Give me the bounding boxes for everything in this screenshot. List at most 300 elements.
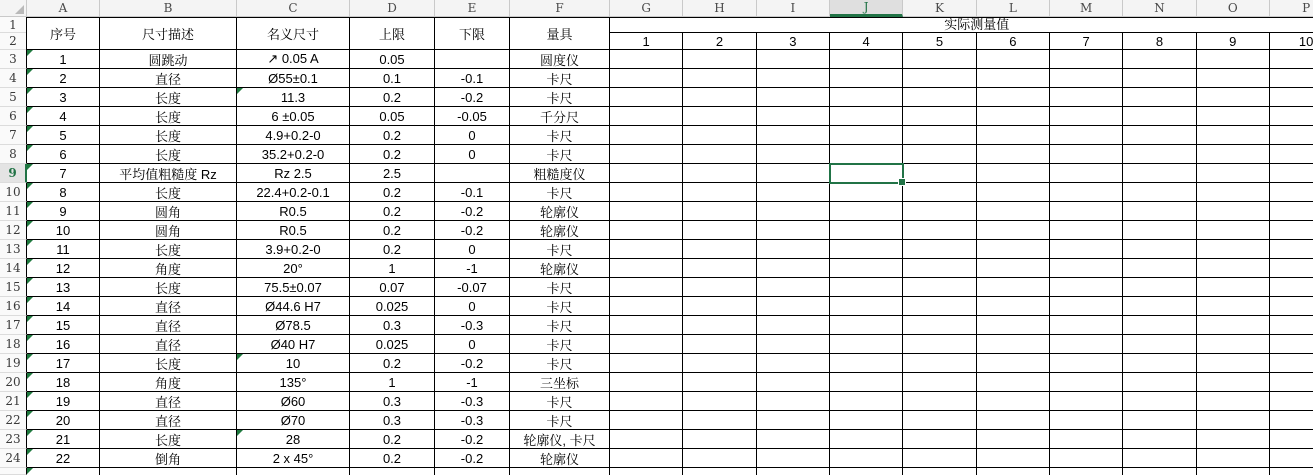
cell-M7-measure[interactable] bbox=[1050, 126, 1123, 145]
cell-M19-measure[interactable] bbox=[1050, 354, 1123, 373]
cell-O21-measure[interactable] bbox=[1197, 392, 1270, 411]
row-header-4[interactable]: 4 bbox=[0, 69, 27, 88]
cell-F24[interactable]: 轮廓仪 bbox=[510, 449, 610, 468]
cell-A17[interactable]: 15 bbox=[27, 316, 100, 335]
cell-D9[interactable]: 2.5 bbox=[350, 164, 435, 183]
cell-F22[interactable]: 卡尺 bbox=[510, 411, 610, 430]
cell-K23-measure[interactable] bbox=[903, 430, 976, 449]
cell-J12-measure[interactable] bbox=[830, 221, 903, 240]
cell-H23-measure[interactable] bbox=[683, 430, 756, 449]
header-lower[interactable]: 下限 bbox=[435, 17, 510, 50]
cell-J14-measure[interactable] bbox=[830, 259, 903, 278]
cell-L24-measure[interactable] bbox=[977, 449, 1050, 468]
cell-L14-measure[interactable] bbox=[977, 259, 1050, 278]
cell-O11-measure[interactable] bbox=[1197, 202, 1270, 221]
cell-J21-measure[interactable] bbox=[830, 392, 903, 411]
cell-A12[interactable]: 10 bbox=[27, 221, 100, 240]
cell-F4[interactable]: 卡尺 bbox=[510, 69, 610, 88]
cell-D11[interactable]: 0.2 bbox=[350, 202, 435, 221]
cell-A22[interactable]: 20 bbox=[27, 411, 100, 430]
cell-O23-measure[interactable] bbox=[1197, 430, 1270, 449]
cell-E16[interactable]: 0 bbox=[435, 297, 510, 316]
cell-B17[interactable]: 直径 bbox=[100, 316, 237, 335]
cell-E15[interactable]: -0.07 bbox=[435, 278, 510, 297]
row-header-partial[interactable] bbox=[0, 468, 27, 475]
cell-M6-measure[interactable] bbox=[1050, 107, 1123, 126]
cell-K22-measure[interactable] bbox=[903, 411, 976, 430]
cell-J10-measure[interactable] bbox=[830, 183, 903, 202]
cell-F17[interactable]: 卡尺 bbox=[510, 316, 610, 335]
row-header-15[interactable]: 15 bbox=[0, 278, 27, 297]
cell-G13-measure[interactable] bbox=[610, 240, 683, 259]
column-header-B[interactable]: B bbox=[100, 0, 237, 17]
cell-A19[interactable]: 17 bbox=[27, 354, 100, 373]
cell-F19[interactable]: 卡尺 bbox=[510, 354, 610, 373]
cell-B18[interactable]: 直径 bbox=[100, 335, 237, 354]
cell-K14-measure[interactable] bbox=[903, 259, 976, 278]
cell-I8-measure[interactable] bbox=[757, 145, 830, 164]
cell-D12[interactable]: 0.2 bbox=[350, 221, 435, 240]
cell-O15-measure[interactable] bbox=[1197, 278, 1270, 297]
cell-C21[interactable]: Ø60 bbox=[237, 392, 350, 411]
row-header-14[interactable]: 14 bbox=[0, 259, 27, 278]
cell-C15[interactable]: 75.5±0.07 bbox=[237, 278, 350, 297]
measured-col-header-10[interactable]: 10 bbox=[1270, 33, 1313, 50]
cell-K8-measure[interactable] bbox=[903, 145, 976, 164]
cell-L5-measure[interactable] bbox=[977, 88, 1050, 107]
cell-N14-measure[interactable] bbox=[1123, 259, 1196, 278]
cell-F21[interactable]: 卡尺 bbox=[510, 392, 610, 411]
cell-P16-measure[interactable] bbox=[1270, 297, 1313, 316]
cell-O16-measure[interactable] bbox=[1197, 297, 1270, 316]
cell-I3-measure[interactable] bbox=[757, 50, 830, 69]
cell-K10-measure[interactable] bbox=[903, 183, 976, 202]
column-header-M[interactable]: M bbox=[1050, 0, 1123, 17]
cell-G8-measure[interactable] bbox=[610, 145, 683, 164]
cell-L25-measure[interactable] bbox=[977, 468, 1050, 475]
cell-O22-measure[interactable] bbox=[1197, 411, 1270, 430]
measured-col-header-4[interactable]: 4 bbox=[830, 33, 903, 50]
cell-J7-measure[interactable] bbox=[830, 126, 903, 145]
cell-N4-measure[interactable] bbox=[1123, 69, 1196, 88]
measured-col-header-1[interactable]: 1 bbox=[610, 33, 683, 50]
column-header-N[interactable]: N bbox=[1123, 0, 1196, 17]
cell-F20[interactable]: 三坐标 bbox=[510, 373, 610, 392]
cell-J4-measure[interactable] bbox=[830, 69, 903, 88]
row-header-17[interactable]: 17 bbox=[0, 316, 27, 335]
cell-G12-measure[interactable] bbox=[610, 221, 683, 240]
cell-C10[interactable]: 22.4+0.2-0.1 bbox=[237, 183, 350, 202]
cell-H25-measure[interactable] bbox=[683, 468, 756, 475]
cell-G10-measure[interactable] bbox=[610, 183, 683, 202]
column-header-L[interactable]: L bbox=[977, 0, 1050, 17]
cell-E5[interactable]: -0.2 bbox=[435, 88, 510, 107]
cell-J20-measure[interactable] bbox=[830, 373, 903, 392]
cell-O13-measure[interactable] bbox=[1197, 240, 1270, 259]
cell-G22-measure[interactable] bbox=[610, 411, 683, 430]
cell-D21[interactable]: 0.3 bbox=[350, 392, 435, 411]
cell-D18[interactable]: 0.025 bbox=[350, 335, 435, 354]
cell-H6-measure[interactable] bbox=[683, 107, 756, 126]
column-header-C[interactable]: C bbox=[237, 0, 350, 17]
cell-J16-measure[interactable] bbox=[830, 297, 903, 316]
header-gauge[interactable]: 量具 bbox=[510, 17, 610, 50]
cell-K21-measure[interactable] bbox=[903, 392, 976, 411]
cell-L22-measure[interactable] bbox=[977, 411, 1050, 430]
cell-J22-measure[interactable] bbox=[830, 411, 903, 430]
cell-B23[interactable]: 长度 bbox=[100, 430, 237, 449]
cell-I5-measure[interactable] bbox=[757, 88, 830, 107]
cell-D22[interactable]: 0.3 bbox=[350, 411, 435, 430]
cell-H10-measure[interactable] bbox=[683, 183, 756, 202]
row-header-23[interactable]: 23 bbox=[0, 430, 27, 449]
cell-E18[interactable]: 0 bbox=[435, 335, 510, 354]
cell-H8-measure[interactable] bbox=[683, 145, 756, 164]
cell-I6-measure[interactable] bbox=[757, 107, 830, 126]
cell-L15-measure[interactable] bbox=[977, 278, 1050, 297]
column-header-F[interactable]: F bbox=[510, 0, 610, 17]
cell-C13[interactable]: 3.9+0.2-0 bbox=[237, 240, 350, 259]
cell-K7-measure[interactable] bbox=[903, 126, 976, 145]
cell-G6-measure[interactable] bbox=[610, 107, 683, 126]
cell-A6[interactable]: 4 bbox=[27, 107, 100, 126]
row-header-13[interactable]: 13 bbox=[0, 240, 27, 259]
column-header-D[interactable]: D bbox=[350, 0, 435, 17]
cell-E7[interactable]: 0 bbox=[435, 126, 510, 145]
cell-P6-measure[interactable] bbox=[1270, 107, 1313, 126]
cell-N16-measure[interactable] bbox=[1123, 297, 1196, 316]
cell-D19[interactable]: 0.2 bbox=[350, 354, 435, 373]
cell-B13[interactable]: 长度 bbox=[100, 240, 237, 259]
cell-G5-measure[interactable] bbox=[610, 88, 683, 107]
cell-P7-measure[interactable] bbox=[1270, 126, 1313, 145]
column-header-E[interactable]: E bbox=[435, 0, 510, 17]
cell-B3[interactable]: 圆跳动 bbox=[100, 50, 237, 69]
cell-H7-measure[interactable] bbox=[683, 126, 756, 145]
cell-L9-measure[interactable] bbox=[977, 164, 1050, 183]
cell-K17-measure[interactable] bbox=[903, 316, 976, 335]
cell-K25-measure[interactable] bbox=[903, 468, 976, 475]
cell-D14[interactable]: 1 bbox=[350, 259, 435, 278]
cell-H3-measure[interactable] bbox=[683, 50, 756, 69]
cell-G3-measure[interactable] bbox=[610, 50, 683, 69]
cell-F16[interactable]: 卡尺 bbox=[510, 297, 610, 316]
cell-O3-measure[interactable] bbox=[1197, 50, 1270, 69]
cell-H15-measure[interactable] bbox=[683, 278, 756, 297]
cell-K4-measure[interactable] bbox=[903, 69, 976, 88]
row-header-16[interactable]: 16 bbox=[0, 297, 27, 316]
cell-D15[interactable]: 0.07 bbox=[350, 278, 435, 297]
cell-O14-measure[interactable] bbox=[1197, 259, 1270, 278]
cell-I18-measure[interactable] bbox=[757, 335, 830, 354]
cell-I20-measure[interactable] bbox=[757, 373, 830, 392]
cell-K15-measure[interactable] bbox=[903, 278, 976, 297]
measured-col-header-3[interactable]: 3 bbox=[757, 33, 830, 50]
cell-P4-measure[interactable] bbox=[1270, 69, 1313, 88]
cell-B11[interactable]: 圆角 bbox=[100, 202, 237, 221]
cell-P11-measure[interactable] bbox=[1270, 202, 1313, 221]
cell-G15-measure[interactable] bbox=[610, 278, 683, 297]
cell-B4[interactable]: 直径 bbox=[100, 69, 237, 88]
cell-B7[interactable]: 长度 bbox=[100, 126, 237, 145]
cell-M15-measure[interactable] bbox=[1050, 278, 1123, 297]
cell-L21-measure[interactable] bbox=[977, 392, 1050, 411]
cell-J6-measure[interactable] bbox=[830, 107, 903, 126]
cell-A23[interactable]: 21 bbox=[27, 430, 100, 449]
cell-D5[interactable]: 0.2 bbox=[350, 88, 435, 107]
cell-D24[interactable]: 0.2 bbox=[350, 449, 435, 468]
cell-M18-measure[interactable] bbox=[1050, 335, 1123, 354]
cell-A21[interactable]: 19 bbox=[27, 392, 100, 411]
cell-L19-measure[interactable] bbox=[977, 354, 1050, 373]
cell-B8[interactable]: 长度 bbox=[100, 145, 237, 164]
cell-P25-measure[interactable] bbox=[1270, 468, 1313, 475]
cell-I24-measure[interactable] bbox=[757, 449, 830, 468]
cell-D3[interactable]: 0.05 bbox=[350, 50, 435, 69]
cell-N5-measure[interactable] bbox=[1123, 88, 1196, 107]
cell-B22[interactable]: 直径 bbox=[100, 411, 237, 430]
cell-B21[interactable]: 直径 bbox=[100, 392, 237, 411]
cell-I14-measure[interactable] bbox=[757, 259, 830, 278]
cell-M5-measure[interactable] bbox=[1050, 88, 1123, 107]
cell-N17-measure[interactable] bbox=[1123, 316, 1196, 335]
cell-B6[interactable]: 长度 bbox=[100, 107, 237, 126]
cell-B25[interactable] bbox=[100, 468, 237, 475]
cell-M3-measure[interactable] bbox=[1050, 50, 1123, 69]
cell-M20-measure[interactable] bbox=[1050, 373, 1123, 392]
cell-N18-measure[interactable] bbox=[1123, 335, 1196, 354]
cell-D10[interactable]: 0.2 bbox=[350, 183, 435, 202]
cell-O19-measure[interactable] bbox=[1197, 354, 1270, 373]
cell-C8[interactable]: 35.2+0.2-0 bbox=[237, 145, 350, 164]
cell-E4[interactable]: -0.1 bbox=[435, 69, 510, 88]
cell-L20-measure[interactable] bbox=[977, 373, 1050, 392]
cell-E6[interactable]: -0.05 bbox=[435, 107, 510, 126]
header-seq[interactable]: 序号 bbox=[27, 17, 100, 50]
column-header-P[interactable]: P bbox=[1270, 0, 1313, 17]
cell-E11[interactable]: -0.2 bbox=[435, 202, 510, 221]
cell-A13[interactable]: 11 bbox=[27, 240, 100, 259]
cell-O4-measure[interactable] bbox=[1197, 69, 1270, 88]
cell-C16[interactable]: Ø44.6 H7 bbox=[237, 297, 350, 316]
cell-F12[interactable]: 轮廓仪 bbox=[510, 221, 610, 240]
cell-P5-measure[interactable] bbox=[1270, 88, 1313, 107]
cell-B20[interactable]: 角度 bbox=[100, 373, 237, 392]
cell-J23-measure[interactable] bbox=[830, 430, 903, 449]
cell-N20-measure[interactable] bbox=[1123, 373, 1196, 392]
cell-G21-measure[interactable] bbox=[610, 392, 683, 411]
cell-P23-measure[interactable] bbox=[1270, 430, 1313, 449]
cell-M11-measure[interactable] bbox=[1050, 202, 1123, 221]
row-header-9[interactable]: 9 bbox=[0, 164, 27, 183]
cell-C20[interactable]: 135° bbox=[237, 373, 350, 392]
cell-K5-measure[interactable] bbox=[903, 88, 976, 107]
cell-E8[interactable]: 0 bbox=[435, 145, 510, 164]
cell-J13-measure[interactable] bbox=[830, 240, 903, 259]
cell-F10[interactable]: 卡尺 bbox=[510, 183, 610, 202]
cell-J25-measure[interactable] bbox=[830, 468, 903, 475]
cell-G24-measure[interactable] bbox=[610, 449, 683, 468]
cell-P18-measure[interactable] bbox=[1270, 335, 1313, 354]
column-header-J[interactable]: J bbox=[830, 0, 903, 17]
cell-O24-measure[interactable] bbox=[1197, 449, 1270, 468]
cell-L12-measure[interactable] bbox=[977, 221, 1050, 240]
cell-E9[interactable] bbox=[435, 164, 510, 183]
cell-M25-measure[interactable] bbox=[1050, 468, 1123, 475]
cell-C25[interactable] bbox=[237, 468, 350, 475]
cell-F8[interactable]: 卡尺 bbox=[510, 145, 610, 164]
cell-P21-measure[interactable] bbox=[1270, 392, 1313, 411]
cell-E25[interactable] bbox=[435, 468, 510, 475]
cell-I11-measure[interactable] bbox=[757, 202, 830, 221]
cell-K6-measure[interactable] bbox=[903, 107, 976, 126]
row-header-7[interactable]: 7 bbox=[0, 126, 27, 145]
cell-H4-measure[interactable] bbox=[683, 69, 756, 88]
cell-I22-measure[interactable] bbox=[757, 411, 830, 430]
cell-O7-measure[interactable] bbox=[1197, 126, 1270, 145]
cell-C3[interactable]: ↗ 0.05 A bbox=[237, 50, 350, 69]
cell-N13-measure[interactable] bbox=[1123, 240, 1196, 259]
row-header-5[interactable]: 5 bbox=[0, 88, 27, 107]
cell-O18-measure[interactable] bbox=[1197, 335, 1270, 354]
cell-O25-measure[interactable] bbox=[1197, 468, 1270, 475]
cell-M24-measure[interactable] bbox=[1050, 449, 1123, 468]
cell-F13[interactable]: 卡尺 bbox=[510, 240, 610, 259]
cell-C5[interactable]: 11.3 bbox=[237, 88, 350, 107]
cell-N8-measure[interactable] bbox=[1123, 145, 1196, 164]
cell-O20-measure[interactable] bbox=[1197, 373, 1270, 392]
cell-N24-measure[interactable] bbox=[1123, 449, 1196, 468]
cell-A10[interactable]: 8 bbox=[27, 183, 100, 202]
cell-A20[interactable]: 18 bbox=[27, 373, 100, 392]
cell-L16-measure[interactable] bbox=[977, 297, 1050, 316]
cell-M23-measure[interactable] bbox=[1050, 430, 1123, 449]
cell-J3-measure[interactable] bbox=[830, 50, 903, 69]
cell-P13-measure[interactable] bbox=[1270, 240, 1313, 259]
cell-P9-measure[interactable] bbox=[1270, 164, 1313, 183]
cell-E23[interactable]: -0.2 bbox=[435, 430, 510, 449]
measured-col-header-2[interactable]: 2 bbox=[683, 33, 756, 50]
cell-N9-measure[interactable] bbox=[1123, 164, 1196, 183]
cell-N10-measure[interactable] bbox=[1123, 183, 1196, 202]
cell-D13[interactable]: 0.2 bbox=[350, 240, 435, 259]
cell-C11[interactable]: R0.5 bbox=[237, 202, 350, 221]
cell-P14-measure[interactable] bbox=[1270, 259, 1313, 278]
cell-C14[interactable]: 20° bbox=[237, 259, 350, 278]
cell-H20-measure[interactable] bbox=[683, 373, 756, 392]
cell-P19-measure[interactable] bbox=[1270, 354, 1313, 373]
cell-G9-measure[interactable] bbox=[610, 164, 683, 183]
cell-N21-measure[interactable] bbox=[1123, 392, 1196, 411]
measured-col-header-8[interactable]: 8 bbox=[1123, 33, 1196, 50]
cell-D25[interactable] bbox=[350, 468, 435, 475]
cell-D20[interactable]: 1 bbox=[350, 373, 435, 392]
cell-N6-measure[interactable] bbox=[1123, 107, 1196, 126]
cell-P24-measure[interactable] bbox=[1270, 449, 1313, 468]
cell-M22-measure[interactable] bbox=[1050, 411, 1123, 430]
cell-G25-measure[interactable] bbox=[610, 468, 683, 475]
cell-H16-measure[interactable] bbox=[683, 297, 756, 316]
header-nominal[interactable]: 名义尺寸 bbox=[237, 17, 350, 50]
cell-J11-measure[interactable] bbox=[830, 202, 903, 221]
cell-L11-measure[interactable] bbox=[977, 202, 1050, 221]
cell-F15[interactable]: 卡尺 bbox=[510, 278, 610, 297]
header-upper[interactable]: 上限 bbox=[350, 17, 435, 50]
cell-N19-measure[interactable] bbox=[1123, 354, 1196, 373]
cell-A11[interactable]: 9 bbox=[27, 202, 100, 221]
cell-O12-measure[interactable] bbox=[1197, 221, 1270, 240]
cell-E21[interactable]: -0.3 bbox=[435, 392, 510, 411]
cell-G14-measure[interactable] bbox=[610, 259, 683, 278]
select-all-corner[interactable] bbox=[0, 0, 27, 17]
cell-E19[interactable]: -0.2 bbox=[435, 354, 510, 373]
cell-K19-measure[interactable] bbox=[903, 354, 976, 373]
cell-A5[interactable]: 3 bbox=[27, 88, 100, 107]
cell-H13-measure[interactable] bbox=[683, 240, 756, 259]
cell-G11-measure[interactable] bbox=[610, 202, 683, 221]
cell-M12-measure[interactable] bbox=[1050, 221, 1123, 240]
cell-H11-measure[interactable] bbox=[683, 202, 756, 221]
cell-F5[interactable]: 卡尺 bbox=[510, 88, 610, 107]
cell-N22-measure[interactable] bbox=[1123, 411, 1196, 430]
cell-F25[interactable] bbox=[510, 468, 610, 475]
cell-I25-measure[interactable] bbox=[757, 468, 830, 475]
cell-J17-measure[interactable] bbox=[830, 316, 903, 335]
cell-E10[interactable]: -0.1 bbox=[435, 183, 510, 202]
row-header-21[interactable]: 21 bbox=[0, 392, 27, 411]
cell-E14[interactable]: -1 bbox=[435, 259, 510, 278]
cell-C6[interactable]: 6 ±0.05 bbox=[237, 107, 350, 126]
cell-B5[interactable]: 长度 bbox=[100, 88, 237, 107]
cell-G17-measure[interactable] bbox=[610, 316, 683, 335]
row-header-20[interactable]: 20 bbox=[0, 373, 27, 392]
cell-A8[interactable]: 6 bbox=[27, 145, 100, 164]
cell-G16-measure[interactable] bbox=[610, 297, 683, 316]
column-header-A[interactable]: A bbox=[27, 0, 100, 17]
measured-col-header-7[interactable]: 7 bbox=[1050, 33, 1123, 50]
cell-E12[interactable]: -0.2 bbox=[435, 221, 510, 240]
cell-A16[interactable]: 14 bbox=[27, 297, 100, 316]
column-header-K[interactable]: K bbox=[903, 0, 976, 17]
measured-col-header-6[interactable]: 6 bbox=[977, 33, 1050, 50]
cell-C23[interactable]: 28 bbox=[237, 430, 350, 449]
measured-col-header-9[interactable]: 9 bbox=[1197, 33, 1270, 50]
cell-G18-measure[interactable] bbox=[610, 335, 683, 354]
cell-P3-measure[interactable] bbox=[1270, 50, 1313, 69]
cell-D7[interactable]: 0.2 bbox=[350, 126, 435, 145]
cell-E3[interactable] bbox=[435, 50, 510, 69]
cell-K13-measure[interactable] bbox=[903, 240, 976, 259]
cell-J5-measure[interactable] bbox=[830, 88, 903, 107]
cell-K11-measure[interactable] bbox=[903, 202, 976, 221]
cell-A14[interactable]: 12 bbox=[27, 259, 100, 278]
cell-K20-measure[interactable] bbox=[903, 373, 976, 392]
cell-O10-measure[interactable] bbox=[1197, 183, 1270, 202]
cell-I9-measure[interactable] bbox=[757, 164, 830, 183]
row-header-8[interactable]: 8 bbox=[0, 145, 27, 164]
cell-C7[interactable]: 4.9+0.2-0 bbox=[237, 126, 350, 145]
row-header-24[interactable]: 24 bbox=[0, 449, 27, 468]
cell-C9[interactable]: Rz 2.5 bbox=[237, 164, 350, 183]
cell-L4-measure[interactable] bbox=[977, 69, 1050, 88]
cell-P12-measure[interactable] bbox=[1270, 221, 1313, 240]
cell-B12[interactable]: 圆角 bbox=[100, 221, 237, 240]
cell-B14[interactable]: 角度 bbox=[100, 259, 237, 278]
cell-E17[interactable]: -0.3 bbox=[435, 316, 510, 335]
cell-C24[interactable]: 2 x 45° bbox=[237, 449, 350, 468]
cell-A18[interactable]: 16 bbox=[27, 335, 100, 354]
cell-P10-measure[interactable] bbox=[1270, 183, 1313, 202]
